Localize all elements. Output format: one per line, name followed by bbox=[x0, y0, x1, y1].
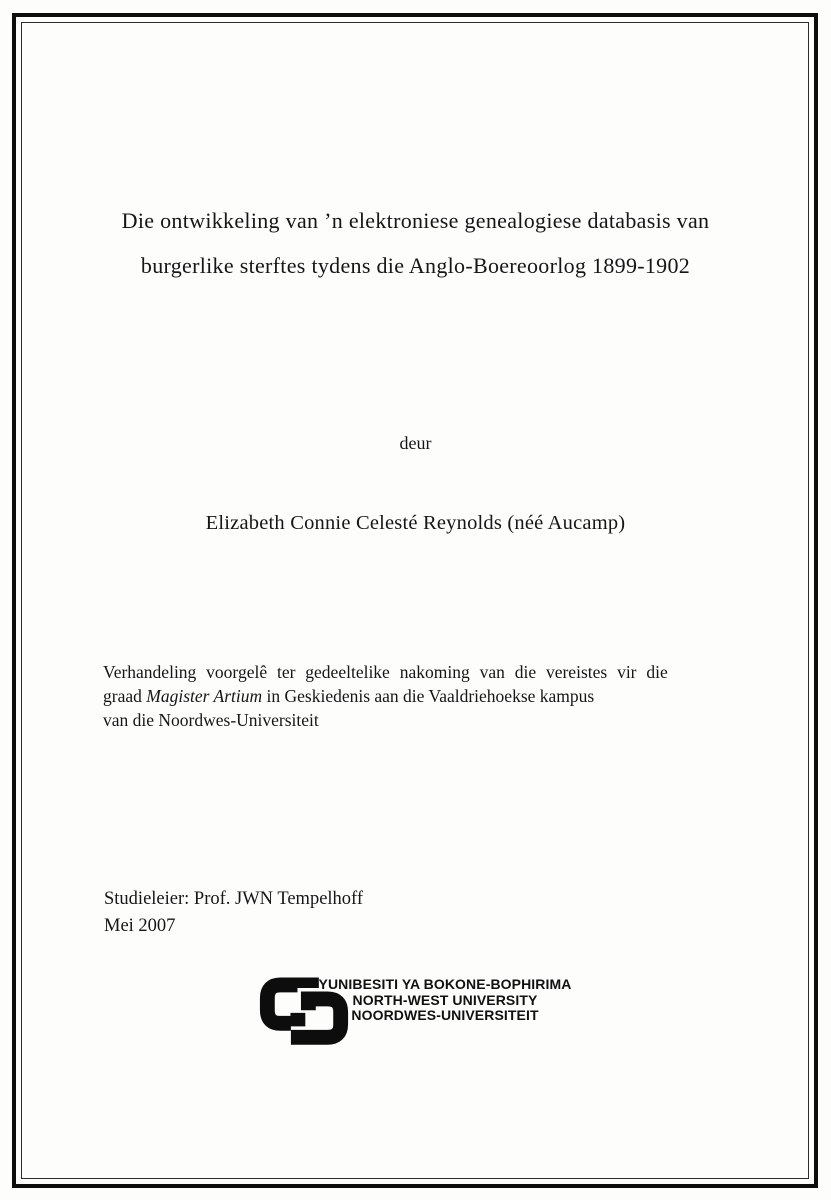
byline-deur-label: deur bbox=[399, 433, 432, 453]
university-logo-text bbox=[314, 977, 576, 1024]
statement-line2-prefix: graad bbox=[103, 686, 147, 706]
logo-line-english: NORTH-WEST UNIVERSITY bbox=[352, 991, 538, 1008]
thesis-title bbox=[60, 198, 771, 288]
thesis-title-line-2: burgerlike sterftes tydens die Anglo-Boereoorlog 1899-1902 bbox=[140, 253, 691, 278]
thesis-statement bbox=[103, 660, 739, 732]
thesis-statement-line-2 bbox=[103, 684, 739, 708]
degree-name-italic: Magister Artium bbox=[146, 686, 263, 706]
supervisor-line: Studieleier: Prof. JWN Tempelhoff bbox=[104, 889, 364, 909]
statement-line2-suffix: in Geskiedenis aan die Vaaldriehoekse kampus bbox=[262, 686, 595, 706]
date-line: Mei 2007 bbox=[104, 916, 176, 936]
thesis-statement-line-3: van die Noordwes-Universiteit bbox=[103, 710, 319, 730]
logo-line-setswana: YUNIBESITI YA BOKONE-BOPHIRIMA bbox=[318, 976, 572, 992]
logo-line-afrikaans: NOORDWES-UNIVERSITEIT bbox=[351, 1007, 539, 1023]
university-logo bbox=[256, 966, 586, 1061]
supervisor-block bbox=[104, 886, 363, 940]
author-name: Elizabeth Connie Celesté Reynolds (néé Aucamp) bbox=[205, 512, 626, 534]
thesis-title-line-1: Die ontwikkeling van ’n elektroniese genealogiese databasis van bbox=[121, 208, 710, 233]
thesis-statement-line-1: Verhandeling voorgelê ter gedeeltelike nakoming van die vereistes vir die bbox=[103, 662, 668, 682]
